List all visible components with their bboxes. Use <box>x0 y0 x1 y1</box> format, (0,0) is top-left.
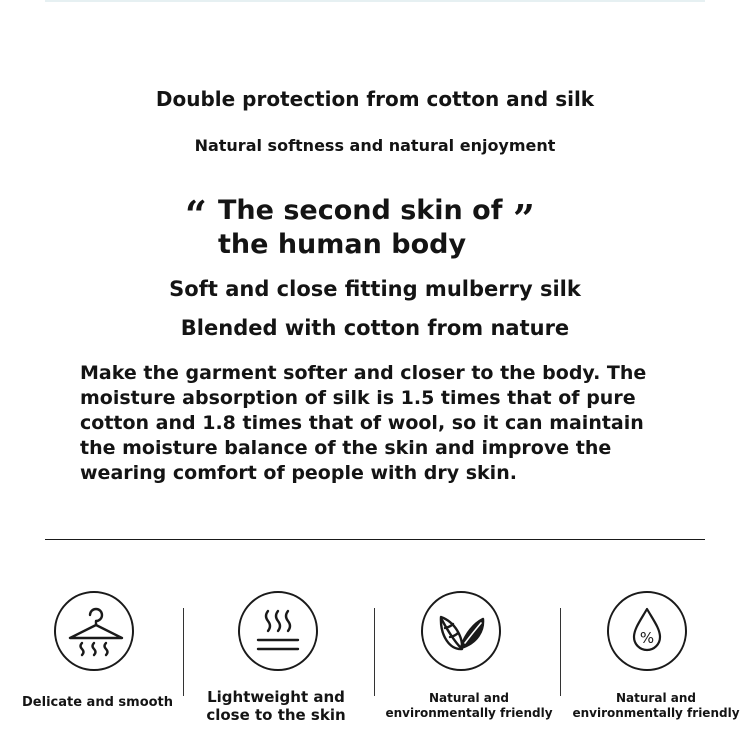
top-divider <box>45 0 705 2</box>
description-line: moisture absorption of silk is 1.5 times that of pure <box>80 387 636 409</box>
feature-line-2: Blended with cotton from nature <box>180 316 570 340</box>
description-line: the moisture balance of the skin and improve the <box>80 437 612 459</box>
benefit-caption-3: Natural and environmentally friendly <box>385 691 553 720</box>
benefit-separator <box>374 608 375 696</box>
hanger-icon <box>54 591 134 671</box>
open-quote-mark: “ <box>185 192 207 237</box>
benefit-caption-1: Delicate and smooth <box>22 695 174 710</box>
feature-line-1: Soft and close fitting mulberry silk <box>169 277 581 301</box>
leaf-icon <box>421 591 501 671</box>
headline: Double protection from cotton and silk <box>155 87 595 111</box>
description-line: wearing comfort of people with dry skin. <box>80 462 517 484</box>
close-quote-mark: ” <box>513 196 535 241</box>
benefit-separator <box>183 608 184 696</box>
description-line: cotton and 1.8 times that of wool, so it can maintain <box>80 412 644 434</box>
heat-waves-icon <box>238 591 318 671</box>
subheadline: Natural softness and natural enjoyment <box>194 136 556 155</box>
slogan <box>218 194 502 262</box>
benefit-separator <box>560 608 561 696</box>
section-divider <box>45 539 705 540</box>
description-paragraph <box>80 361 680 486</box>
benefit-caption-2: Lightweight and close to the skin <box>206 688 346 724</box>
percent-symbol: % <box>639 629 655 647</box>
benefit-caption-4: Natural and environmentally friendly <box>572 691 740 720</box>
description-line: Make the garment softer and closer to the body. The <box>80 362 647 384</box>
slogan-line-1: The second skin of <box>218 195 503 226</box>
water-drop-percent-icon <box>607 591 687 671</box>
slogan-line-2: the human body <box>218 229 467 260</box>
